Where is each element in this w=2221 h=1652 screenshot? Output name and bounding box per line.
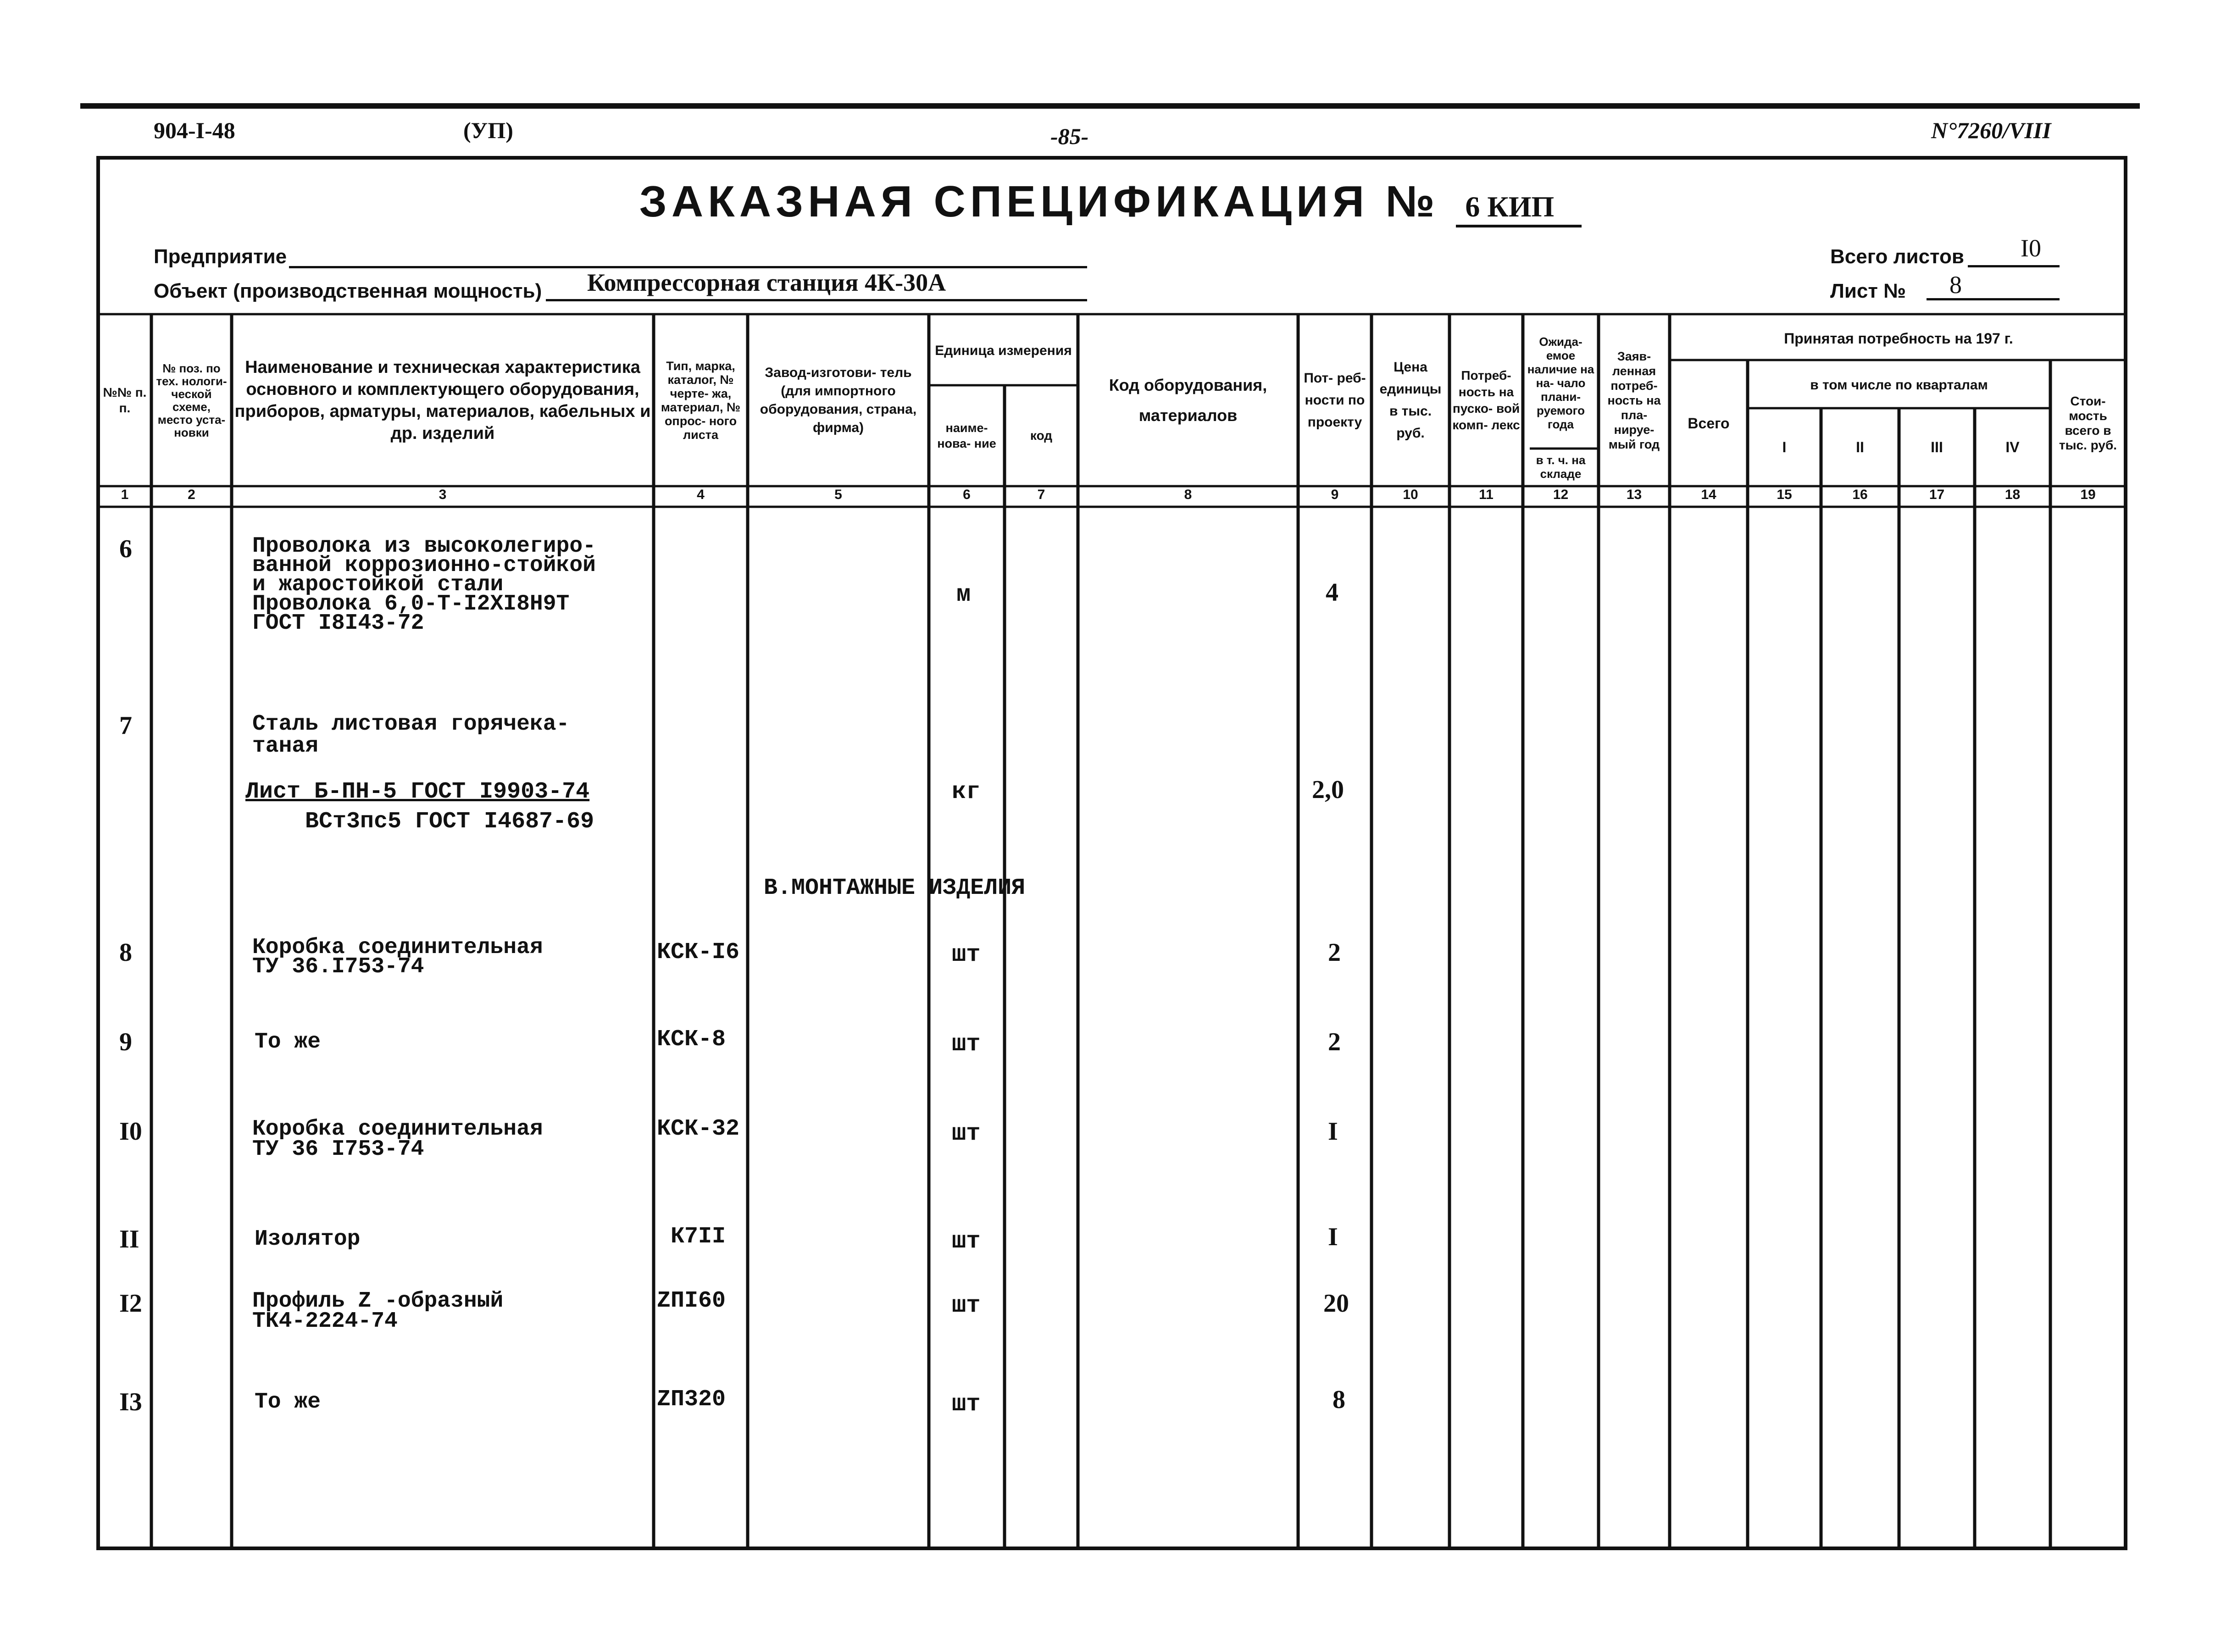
col-number: 10 xyxy=(1403,487,1418,502)
row-number: 7 xyxy=(119,711,132,740)
col-number: 6 xyxy=(963,487,971,502)
row-quantity: 8 xyxy=(1333,1386,1345,1414)
col-header-18: IV xyxy=(2005,439,2020,455)
col-header-8: Код оборудования, материалов xyxy=(1109,375,1267,425)
col-number: 5 xyxy=(834,487,842,502)
col-header-19: Стои- мость всего в тыс. руб. xyxy=(2059,394,2117,452)
col-number: 1 xyxy=(121,487,129,502)
row-type: ZП320 xyxy=(657,1386,726,1413)
col-header-4: Тип, марка, каталог, № черте- жа, материал, № опрос- ного листа xyxy=(661,359,741,442)
row-number: II xyxy=(119,1225,139,1253)
row-number: 6 xyxy=(119,535,132,563)
document-reference: N°7260/VIII xyxy=(1931,117,2051,143)
row-name: Коробка соединительная ТУ 36 I753-74 xyxy=(252,1117,543,1162)
col-number: 9 xyxy=(1331,487,1339,502)
col-number: 17 xyxy=(1929,487,1945,502)
row-unit: шт xyxy=(952,1292,981,1319)
row-number: 9 xyxy=(119,1028,132,1056)
col-number: 15 xyxy=(1777,487,1792,502)
col-header-3: Наименование и техническая характеристика основного и комплектующего оборудования, приборов, арматуры, материалов, кабельных и др. изделий xyxy=(234,357,651,443)
col-header-13: Заяв- ленная потреб- ность на пла- нируе- мый год xyxy=(1607,349,1661,451)
col-header-6: наиме- нова- ние xyxy=(937,421,996,450)
row-name: Изолятор xyxy=(255,1227,361,1252)
col-header-quarters: в том числе по кварталам xyxy=(1810,377,1988,393)
col-number: 13 xyxy=(1626,487,1642,502)
row-unit: шт xyxy=(952,1228,981,1255)
row-unit: м xyxy=(956,581,971,608)
title-number-label: № xyxy=(1385,177,1439,226)
total-sheets-value: I0 xyxy=(2021,234,2041,262)
col-header-accepted: Принятая потребность на 197 г. xyxy=(1784,330,2013,347)
album-code: (УП) xyxy=(463,117,513,143)
row-quantity: 20 xyxy=(1323,1289,1349,1318)
col-header-2: № поз. по тех. нологи- ческой схеме, место уста- новки xyxy=(156,361,227,439)
col-header-7: код xyxy=(1030,428,1053,443)
object-label: Объект (производственная мощность) xyxy=(154,280,542,302)
page-number: -85- xyxy=(1050,123,1089,149)
col-number: 18 xyxy=(2004,487,2021,502)
col-number: 12 xyxy=(1553,487,1569,502)
title-text: ЗАКАЗНАЯ СПЕЦИФИКАЦИЯ xyxy=(639,177,1369,226)
col-header-15: I xyxy=(1782,439,1787,455)
title-number-value: 6 КИП xyxy=(1456,190,1582,227)
row-quantity: 2,0 xyxy=(1312,776,1344,804)
row-quantity: I xyxy=(1328,1117,1338,1146)
col-header-12: Ожида- емое наличие на на- чало плани- руемого года xyxy=(1527,335,1594,431)
row-unit: шт xyxy=(952,1120,981,1147)
col-number: 14 xyxy=(1701,487,1716,502)
row-unit: шт xyxy=(952,1031,981,1058)
col-number: 2 xyxy=(188,487,195,502)
col-number: 16 xyxy=(1852,487,1868,502)
row-unit: кг xyxy=(952,778,981,805)
col-number: 8 xyxy=(1184,487,1192,502)
total-sheets-label: Всего листов xyxy=(1830,245,1964,268)
sheet-value: 8 xyxy=(1949,271,1962,299)
row-type: КСК-I6 xyxy=(657,939,740,965)
enterprise-label: Предприятие xyxy=(154,245,287,268)
col-header-14: Всего xyxy=(1688,415,1730,432)
col-number: 7 xyxy=(1037,487,1045,502)
col-header-unit: Единица измерения xyxy=(935,343,1072,358)
row-type: К7II xyxy=(671,1224,726,1250)
col-header-10: Цена единицы в тыс. руб. xyxy=(1379,359,1442,441)
sheet-label: Лист № xyxy=(1830,280,1906,302)
section-heading: В.МОНТАЖНЫЕ ИЗДЕЛИЯ xyxy=(764,875,1026,901)
row-name: То же xyxy=(255,1390,321,1414)
row-quantity: 2 xyxy=(1328,1028,1341,1056)
row-name: Коробка соединительная ТУ 36.I753-74 xyxy=(252,935,543,979)
series-code: 904-I-48 xyxy=(154,117,235,143)
row-name-grade: ВСт3пс5 ГОСТ I4687-69 xyxy=(305,809,594,835)
col-header-9: Пот- реб- ности по проекту xyxy=(1304,370,1366,430)
col-number: 11 xyxy=(1479,487,1494,502)
col-number: 19 xyxy=(2080,487,2096,502)
row-name: То же xyxy=(255,1030,321,1054)
row-number: I2 xyxy=(119,1289,142,1318)
row-name-sheet: Лист Б-ПН-5 ГОСТ I9903-74 xyxy=(245,779,590,805)
row-quantity: 4 xyxy=(1326,578,1338,607)
row-name: Профиль Z -образный ТК4-2224-74 xyxy=(252,1289,504,1334)
row-number: 8 xyxy=(119,938,132,967)
row-quantity: I xyxy=(1328,1223,1338,1251)
row-number: I0 xyxy=(119,1117,142,1146)
row-name: Проволока из высоколегиро- ванной коррозионно-стойкой и жаростойкой стали Проволока 6,0-Т-I2XI8H9T ГОСТ I8I43-72 xyxy=(252,534,596,636)
col-header-5: Завод-изготови- тель (для импортного оборудования, страна, фирма) xyxy=(760,365,917,435)
col-header-11: Потреб- ность на пуско- вой комп- лекс xyxy=(1452,368,1520,432)
row-type: ZПI60 xyxy=(657,1288,726,1314)
col-number: 4 xyxy=(697,487,705,502)
row-unit: шт xyxy=(952,1391,981,1418)
row-name: Сталь листовая горячека- таная xyxy=(252,712,570,759)
row-type: КСК-32 xyxy=(657,1116,740,1142)
col-header-17: III xyxy=(1931,439,1943,455)
col-header-1: №№ п. п. xyxy=(103,385,147,415)
row-number: I3 xyxy=(119,1388,142,1416)
row-quantity: 2 xyxy=(1328,938,1341,967)
col-header-12-stock: в т. ч. на складе xyxy=(1536,453,1586,481)
row-type: КСК-8 xyxy=(657,1026,726,1053)
col-number: 3 xyxy=(439,487,447,502)
object-value: Компрессорная станция 4К-30А xyxy=(587,269,946,296)
col-header-16: II xyxy=(1856,439,1864,455)
row-unit: шт xyxy=(952,941,981,968)
